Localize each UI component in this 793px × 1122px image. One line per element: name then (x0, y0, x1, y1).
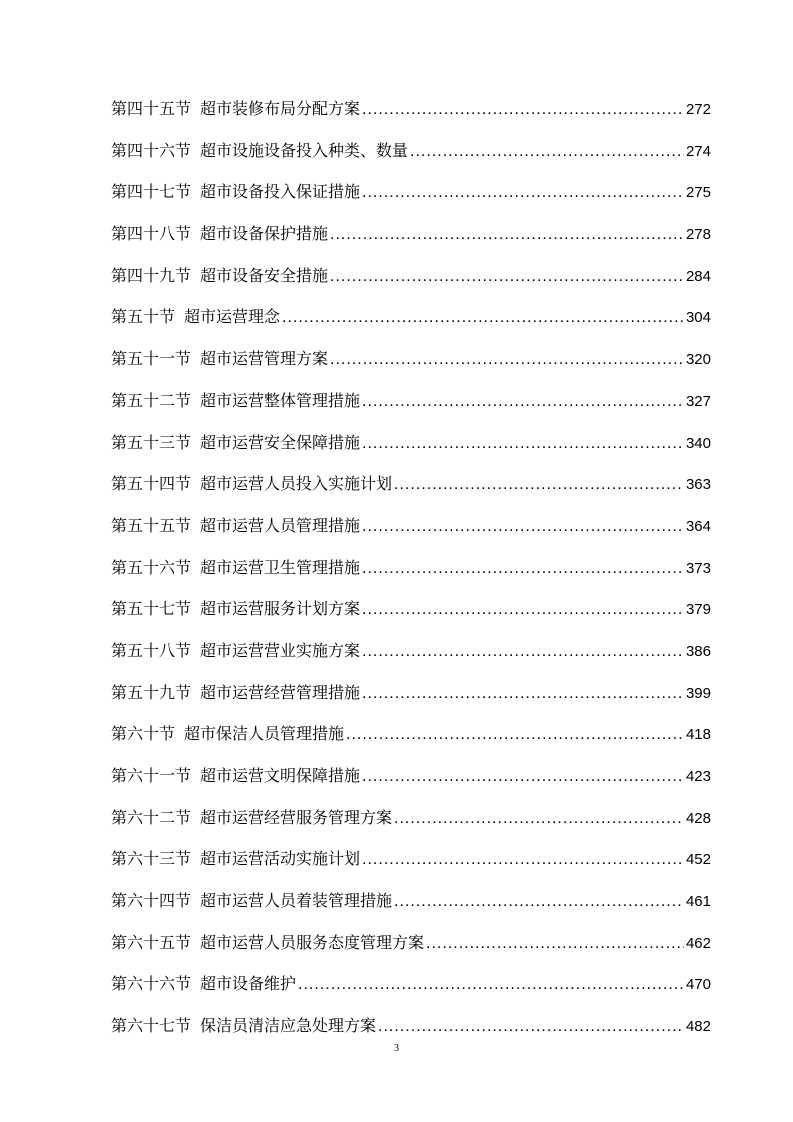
toc-section-number: 第五十二节 (111, 390, 192, 410)
toc-section-title: 超市运营人员服务态度管理方案 (200, 932, 425, 952)
toc-page-reference: 452 (685, 851, 711, 869)
toc-section-title: 超市运营人员投入实施计划 (200, 474, 393, 494)
toc-page-reference: 462 (685, 934, 711, 952)
toc-section-number: 第五十五节 (111, 515, 192, 535)
toc-entry[interactable] (111, 88, 711, 130)
toc-page-reference: 428 (685, 809, 711, 827)
toc-dot-leader (362, 839, 684, 881)
toc-entry[interactable] (111, 130, 711, 172)
table-of-contents (111, 88, 711, 1047)
toc-section-number: 第四十五节 (111, 99, 192, 118)
toc-page-reference: 364 (685, 517, 711, 535)
toc-entry[interactable] (111, 797, 711, 839)
toc-dot-leader (362, 756, 684, 798)
toc-section-title: 超市设备维护 (200, 974, 297, 994)
toc-section-title: 超市保洁人员管理措施 (184, 724, 345, 744)
toc-dot-leader (330, 339, 684, 381)
toc-section-number: 第六十一节 (111, 766, 192, 785)
toc-dot-leader (378, 1006, 684, 1048)
toc-section-number: 第六十节 (111, 724, 176, 744)
toc-section-number: 第六十二节 (111, 807, 192, 827)
toc-section-number: 第五十七节 (111, 599, 192, 619)
toc-page-reference: 274 (685, 142, 711, 160)
toc-section-number: 第六十六节 (111, 974, 192, 994)
toc-entry[interactable] (111, 963, 711, 1005)
toc-section-title: 超市设备保护措施 (200, 224, 329, 244)
toc-entry[interactable] (111, 880, 711, 922)
toc-entry[interactable] (111, 171, 711, 213)
toc-entry[interactable] (111, 838, 711, 880)
toc-section-number: 第五十三节 (111, 432, 192, 452)
toc-entry[interactable] (111, 755, 711, 797)
toc-page-reference: 320 (685, 351, 711, 369)
toc-section-number: 第六十四节 (111, 891, 192, 911)
toc-section-title: 超市运营安全保障措施 (200, 432, 361, 452)
toc-section-title: 超市运营经营管理措施 (200, 682, 361, 702)
toc-section-number: 第四十八节 (111, 224, 192, 244)
toc-entry[interactable] (111, 380, 711, 422)
toc-page-reference: 379 (685, 601, 711, 619)
toc-section-number: 第五十节 (111, 307, 176, 327)
toc-dot-leader (394, 464, 684, 506)
toc-section-title: 超市运营营业实施方案 (200, 640, 361, 660)
toc-page-reference: 275 (685, 184, 711, 202)
toc-section-number: 第四十九节 (111, 265, 192, 285)
toc-section-title: 超市装修布局分配方案 (200, 99, 361, 118)
toc-dot-leader (362, 631, 684, 673)
toc-entry[interactable] (111, 1005, 711, 1047)
toc-section-title: 超市运营整体管理措施 (200, 390, 361, 410)
toc-page-reference: 373 (685, 559, 711, 577)
toc-page-reference: 278 (685, 226, 711, 244)
toc-page-reference: 399 (685, 684, 711, 702)
toc-page-reference: 304 (685, 309, 711, 327)
toc-entry[interactable] (111, 713, 711, 755)
toc-section-number: 第五十四节 (111, 474, 192, 494)
toc-entry[interactable] (111, 422, 711, 464)
toc-section-title: 超市运营理念 (184, 307, 281, 327)
toc-section-title: 超市运营人员管理措施 (200, 515, 361, 535)
toc-section-title: 保洁员清洁应急处理方案 (200, 1016, 377, 1036)
toc-page-reference: 386 (685, 642, 711, 660)
toc-section-title: 超市设备安全措施 (200, 265, 329, 285)
toc-page-reference: 418 (685, 726, 711, 744)
toc-section-number: 第五十八节 (111, 640, 192, 660)
toc-page-reference: 327 (685, 392, 711, 410)
toc-dot-leader (346, 714, 684, 756)
toc-section-number: 第六十三节 (111, 849, 192, 869)
toc-page-reference: 461 (685, 893, 711, 911)
toc-dot-leader (394, 798, 684, 840)
toc-section-title: 超市设施设备投入种类、数量 (200, 140, 409, 160)
toc-dot-leader (394, 881, 684, 923)
toc-entry[interactable] (111, 213, 711, 255)
toc-section-title: 超市运营经营服务管理方案 (200, 807, 393, 827)
toc-dot-leader (362, 89, 684, 131)
toc-entry[interactable] (111, 547, 711, 589)
toc-entry[interactable] (111, 296, 711, 338)
toc-dot-leader (362, 506, 684, 548)
toc-entry[interactable] (111, 255, 711, 297)
toc-dot-leader (330, 214, 684, 256)
toc-dot-leader (362, 172, 684, 214)
toc-section-number: 第五十一节 (111, 349, 192, 369)
toc-dot-leader (410, 131, 684, 173)
toc-dot-leader (362, 548, 684, 590)
toc-entry[interactable] (111, 338, 711, 380)
toc-dot-leader (298, 964, 684, 1006)
toc-entry[interactable] (111, 463, 711, 505)
toc-entry[interactable] (111, 505, 711, 547)
toc-section-title: 超市运营卫生管理措施 (200, 557, 361, 577)
toc-section-number: 第六十五节 (111, 932, 192, 952)
toc-section-title: 超市运营管理方案 (200, 349, 329, 369)
toc-page-reference: 423 (685, 768, 711, 785)
toc-section-title: 超市运营文明保障措施 (200, 766, 361, 785)
toc-section-number: 第五十六节 (111, 557, 192, 577)
toc-section-title: 超市运营人员着装管理措施 (200, 891, 393, 911)
page-number: 3 (394, 1043, 399, 1054)
toc-dot-leader (362, 423, 684, 465)
toc-section-number: 第六十七节 (111, 1016, 192, 1036)
toc-page-reference: 363 (685, 476, 711, 494)
toc-entry[interactable] (111, 588, 711, 630)
toc-dot-leader (330, 256, 684, 298)
toc-section-number: 第四十六节 (111, 140, 192, 160)
toc-dot-leader (362, 589, 684, 631)
toc-page-reference: 482 (685, 1018, 711, 1036)
toc-dot-leader (362, 381, 684, 423)
toc-page-reference: 284 (685, 267, 711, 285)
toc-section-number: 第四十七节 (111, 182, 192, 202)
toc-entry[interactable] (111, 672, 711, 714)
toc-dot-leader (426, 923, 684, 965)
toc-page-reference: 340 (685, 434, 711, 452)
toc-section-title: 超市运营活动实施计划 (200, 849, 361, 869)
toc-entry[interactable] (111, 922, 711, 964)
toc-section-title: 超市运营服务计划方案 (200, 599, 361, 619)
toc-page-reference: 470 (685, 976, 711, 994)
toc-section-number: 第五十九节 (111, 682, 192, 702)
toc-page-reference: 272 (685, 101, 711, 118)
toc-dot-leader (282, 297, 684, 339)
toc-entry[interactable] (111, 630, 711, 672)
toc-section-title: 超市设备投入保证措施 (200, 182, 361, 202)
toc-dot-leader (362, 673, 684, 715)
